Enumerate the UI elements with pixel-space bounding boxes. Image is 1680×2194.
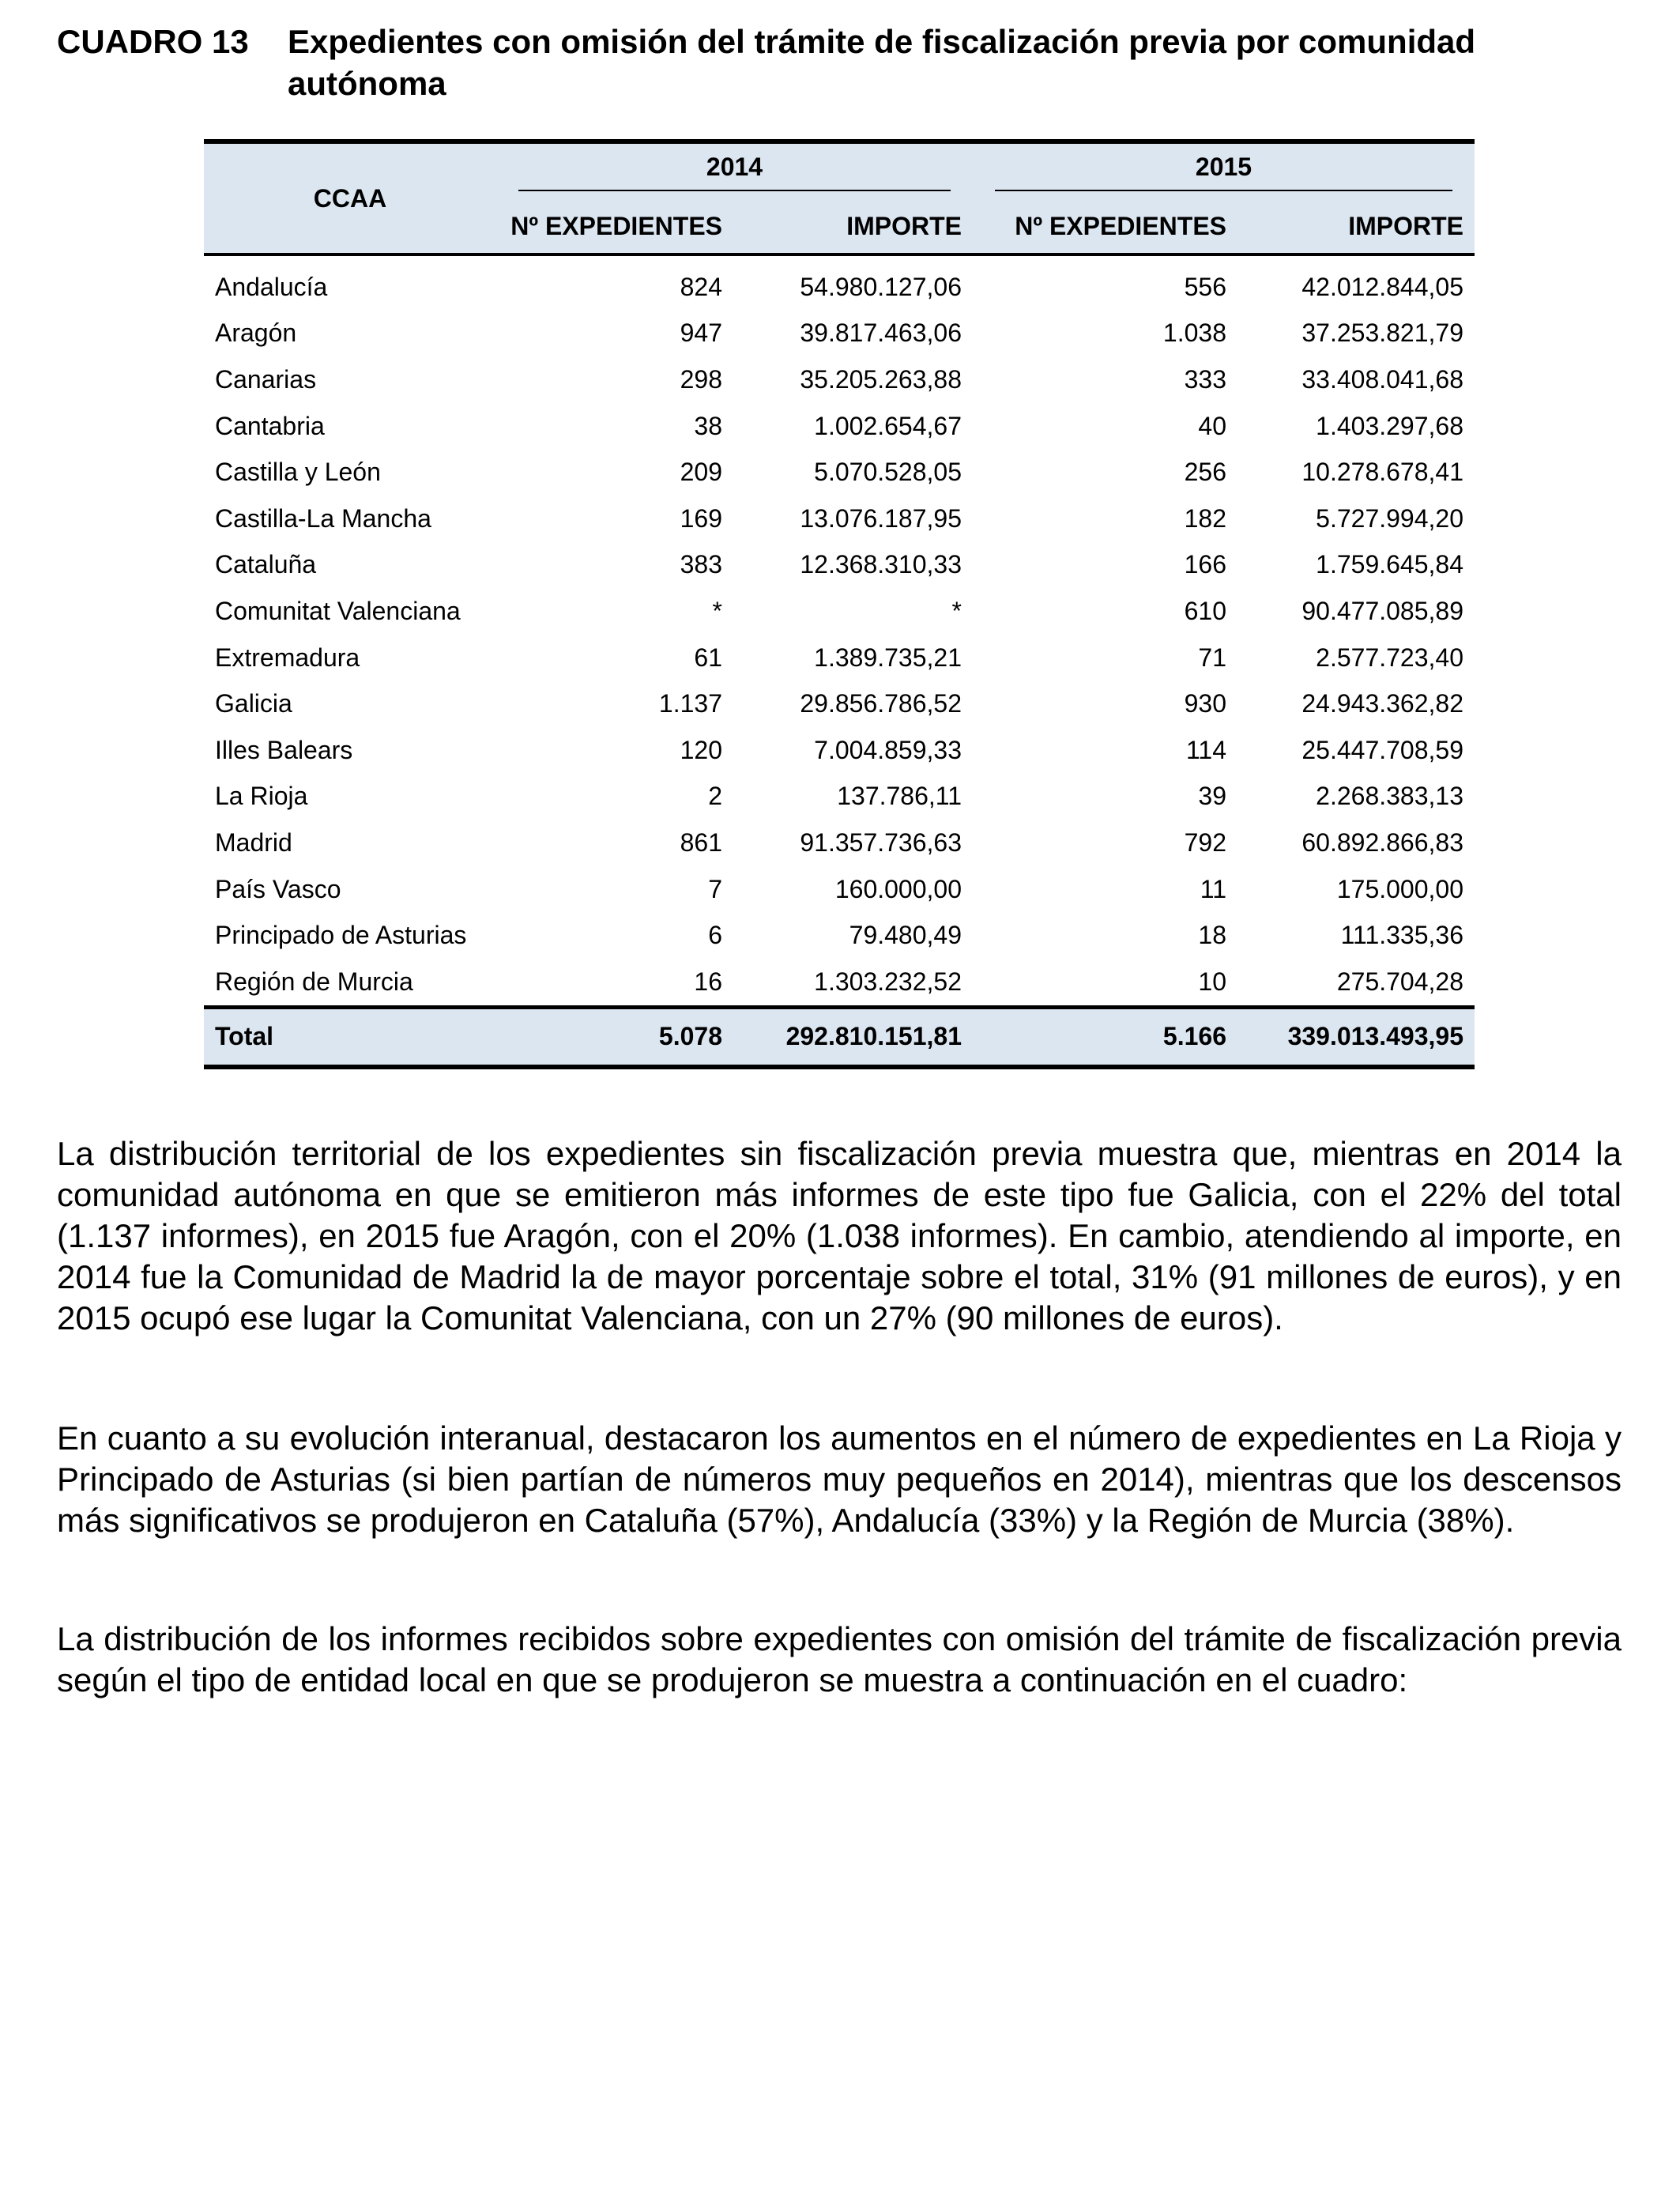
- row-importe-2014: 35.205.263,88: [800, 364, 962, 394]
- row-ccaa-name: Cataluña: [215, 550, 317, 579]
- paragraph-distribucion: La distribución territorial de los expedientes sin fiscalización previa muestra que, mientras en 2014 la comunidad autónoma en que se emitieron más informes de este tipo fue Galicia, con el 22% del total (1.137 informes), en 2015 fue Aragón, con el 20% (1.038 informes). En cambio, atendiendo al importe, en 2014 fue la Comunidad de Madrid la de mayor porcentaje sobre el total, 31% (91 millones de euros), y en 2015 ocupó ese lugar la Comunitat Valenciana, con un 27% (90 millones de euros).: [57, 1135, 1622, 1336]
- row-ccaa-name: Extremadura: [215, 643, 360, 672]
- table-row: [204, 542, 1475, 589]
- row-expedientes-2015: 166: [1184, 550, 1226, 579]
- table-row: [204, 727, 1475, 774]
- row-ccaa-name: Comunitat Valenciana: [215, 596, 461, 625]
- header-ccaa: CCAA: [204, 141, 496, 254]
- caption-title: Expedientes con omisión del trámite de fiscalización previa por comunidad autónoma: [288, 23, 1476, 102]
- row-ccaa-name: Galicia: [215, 689, 292, 718]
- row-importe-2014: 54.980.127,06: [800, 272, 962, 301]
- row-expedientes-2015: 39: [1198, 782, 1226, 811]
- table-body: [204, 254, 1475, 1007]
- row-importe-2014: 137.786,11: [837, 782, 962, 811]
- row-expedientes-2015: 333: [1184, 364, 1226, 394]
- row-expedientes-2015: 792: [1184, 827, 1226, 857]
- total-expedientes-2015: 5.166: [973, 1007, 1237, 1067]
- row-ccaa-name: Cantabria: [215, 411, 325, 440]
- total-expedientes-2014: 5.078: [496, 1007, 733, 1067]
- row-ccaa-name: Castilla y León: [215, 458, 381, 487]
- table-row: [204, 403, 1475, 450]
- row-expedientes-2014: 298: [680, 364, 722, 394]
- row-importe-2015: 5.727.994,20: [1316, 503, 1463, 533]
- row-importe-2015: 60.892.866,83: [1301, 827, 1463, 857]
- row-ccaa-name: Canarias: [215, 364, 317, 394]
- row-expedientes-2014: 2: [708, 782, 722, 811]
- row-importe-2015: 33.408.041,68: [1301, 364, 1463, 394]
- row-importe-2015: 25.447.708,59: [1301, 735, 1463, 764]
- row-importe-2014: 1.303.232,52: [814, 967, 962, 996]
- header-expedientes-2014: Nº EXPEDIENTES: [496, 199, 733, 254]
- row-importe-2015: 10.278.678,41: [1301, 458, 1463, 487]
- row-expedientes-2014: 383: [680, 550, 722, 579]
- row-importe-2015: 275.704,28: [1336, 967, 1463, 996]
- table-row: [204, 254, 1475, 311]
- row-expedientes-2014: *: [712, 596, 722, 625]
- header-year-2014: [496, 141, 973, 199]
- table-row: [204, 356, 1475, 403]
- header-importe-2015: IMPORTE: [1237, 199, 1475, 254]
- header-year-2014-label: 2014: [518, 153, 951, 191]
- row-expedientes-2014: 824: [680, 272, 722, 301]
- row-expedientes-2015: 71: [1198, 643, 1226, 672]
- row-expedientes-2015: 10: [1198, 967, 1226, 996]
- row-ccaa-name: Aragón: [215, 319, 297, 348]
- paragraph-tipo-entidad: La distribución de los informes recibidos sobre expedientes con omisión del trámite de fiscalización previa según el tipo de entidad local en que se produjeron se muestra a continuación en el cuadro:: [57, 1620, 1622, 1698]
- header-year-2015-label: 2015: [995, 153, 1452, 191]
- row-expedientes-2014: 947: [680, 319, 722, 348]
- table-row: [204, 680, 1475, 727]
- row-importe-2015: 37.253.821,79: [1301, 319, 1463, 348]
- header-expedientes-2015: Nº EXPEDIENTES: [973, 199, 1237, 254]
- row-importe-2015: 1.759.645,84: [1316, 550, 1463, 579]
- row-importe-2014: 39.817.463,06: [800, 319, 962, 348]
- table-row: [204, 588, 1475, 635]
- row-ccaa-name: Región de Murcia: [215, 967, 413, 996]
- row-expedientes-2014: 861: [680, 827, 722, 857]
- header-year-2015: [973, 141, 1475, 199]
- row-importe-2014: *: [951, 596, 962, 625]
- row-importe-2014: 7.004.859,33: [814, 735, 962, 764]
- paragraph-evolucion: En cuanto a su evolución interanual, destacaron los aumentos en el número de expedientes en La Rioja y Principado de Asturias (si bien partían de números muy pequeños en 2014), mientras que los descensos más significativos se produjeron en Cataluña (57%), Andalucía (33%) y la Región de Murcia (38%).: [57, 1419, 1622, 1539]
- row-importe-2015: 111.335,36: [1340, 921, 1463, 950]
- table-total-row: [204, 1007, 1475, 1067]
- row-expedientes-2014: 7: [708, 874, 722, 903]
- row-expedientes-2014: 6: [708, 921, 722, 950]
- row-expedientes-2014: 1.137: [658, 689, 722, 718]
- row-importe-2014: 5.070.528,05: [814, 458, 962, 487]
- row-expedientes-2015: 18: [1198, 921, 1226, 950]
- row-importe-2015: 2.268.383,13: [1316, 782, 1463, 811]
- table-row: [204, 912, 1475, 959]
- table-row: [204, 774, 1475, 820]
- row-expedientes-2014: 120: [680, 735, 722, 764]
- row-ccaa-name: La Rioja: [215, 782, 308, 811]
- row-importe-2014: 13.076.187,95: [800, 503, 962, 533]
- row-expedientes-2015: 11: [1200, 874, 1226, 903]
- row-expedientes-2014: 169: [680, 503, 722, 533]
- total-importe-2015: 339.013.493,95: [1237, 1007, 1475, 1067]
- table-row: [204, 449, 1475, 496]
- row-importe-2014: 91.357.736,63: [800, 827, 962, 857]
- row-expedientes-2015: 114: [1185, 735, 1226, 764]
- table-row: [204, 866, 1475, 913]
- row-expedientes-2015: 256: [1184, 458, 1226, 487]
- header-importe-2014: IMPORTE: [733, 199, 973, 254]
- row-importe-2015: 1.403.297,68: [1316, 411, 1463, 440]
- table-row: [204, 496, 1475, 542]
- row-importe-2015: 42.012.844,05: [1301, 272, 1463, 301]
- row-expedientes-2014: 38: [694, 411, 722, 440]
- row-expedientes-2015: 40: [1198, 411, 1226, 440]
- row-ccaa-name: Andalucía: [215, 272, 328, 301]
- caption-label: CUADRO 13: [57, 23, 249, 60]
- row-expedientes-2015: 556: [1184, 272, 1226, 301]
- ccaa-table: [204, 139, 1475, 1069]
- table-row: [204, 959, 1475, 1007]
- row-expedientes-2015: 182: [1184, 503, 1226, 533]
- row-ccaa-name: Castilla-La Mancha: [215, 503, 431, 533]
- row-importe-2014: 29.856.786,52: [800, 689, 962, 718]
- total-importe-2014: 292.810.151,81: [733, 1007, 973, 1067]
- row-ccaa-name: País Vasco: [215, 874, 341, 903]
- row-importe-2014: 1.389.735,21: [814, 643, 962, 672]
- row-importe-2014: 79.480,49: [849, 921, 962, 950]
- row-expedientes-2015: 930: [1184, 689, 1226, 718]
- row-expedientes-2014: 209: [680, 458, 722, 487]
- total-label: Total: [204, 1007, 496, 1067]
- row-importe-2014: 12.368.310,33: [800, 550, 962, 579]
- row-expedientes-2014: 16: [694, 967, 722, 996]
- row-importe-2015: 90.477.085,89: [1301, 596, 1463, 625]
- table-row: [204, 820, 1475, 866]
- row-ccaa-name: Illes Balears: [215, 735, 353, 764]
- table-container: [204, 139, 1475, 1069]
- row-importe-2015: 2.577.723,40: [1316, 643, 1463, 672]
- row-importe-2015: 175.000,00: [1336, 874, 1463, 903]
- row-ccaa-name: Madrid: [215, 827, 292, 857]
- row-importe-2015: 24.943.362,82: [1301, 689, 1463, 718]
- row-expedientes-2015: 1.038: [1162, 319, 1226, 348]
- row-expedientes-2015: 610: [1184, 596, 1226, 625]
- row-importe-2014: 1.002.654,67: [814, 411, 962, 440]
- table-row: [204, 311, 1475, 357]
- row-ccaa-name: Principado de Asturias: [215, 921, 467, 950]
- row-importe-2014: 160.000,00: [834, 874, 962, 903]
- row-expedientes-2014: 61: [694, 643, 722, 672]
- table-row: [204, 635, 1475, 681]
